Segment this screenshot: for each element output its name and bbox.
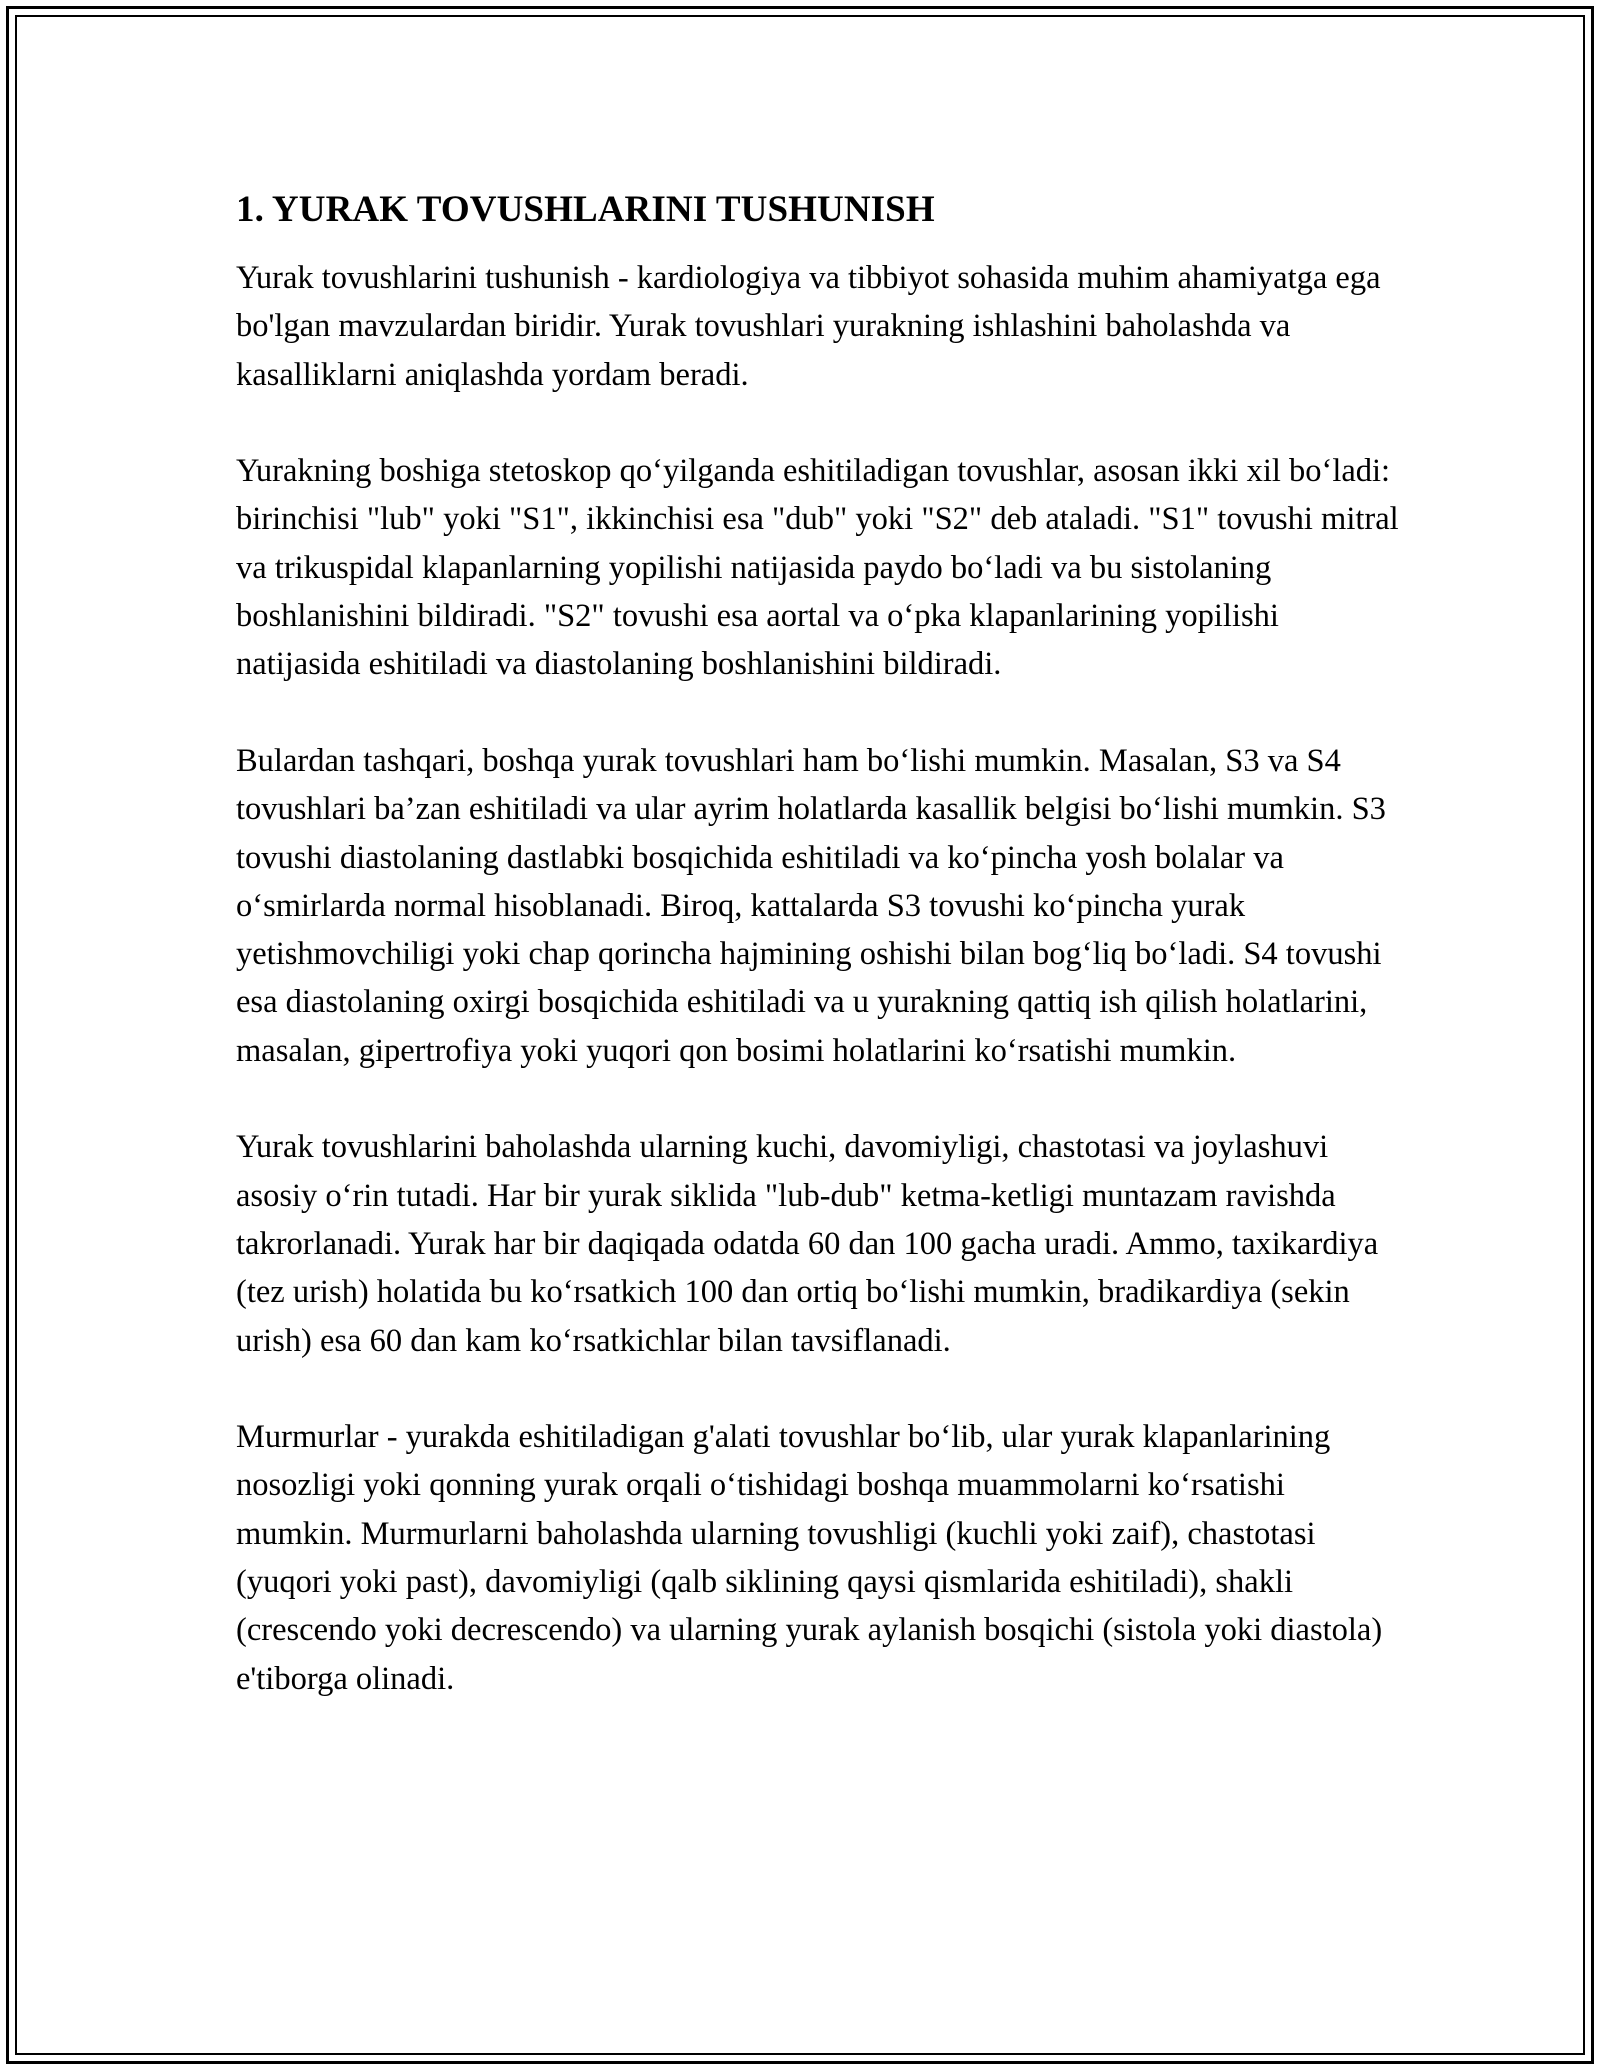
paragraph-assessment: Yurak tovushlarini baholashda ularning kuchi, davomiyligi, chastotasi va joylashuvi asosiy o‘rin tutadi. Har bir yurak siklida "lub-dub" ketma-ketligi muntazam ravishda takrorlanadi. Yurak har bir daqiqada odatda 60 dan 100 gacha uradi. Ammo, taxikardiya (tez urish) holatida bu ko‘rsatkich 100 dan ortiq bo‘lishi mumkin, bradikardiya (sekin urish) esa 60 dan kam ko‘rsatkichlar bilan tavsiflanadi. xyxy=(236,1129,1379,1359)
paragraph-intro: Yurak tovushlarini tushunish - kardiologiya va tibbiyot sohasida muhim ahamiyatga ega bo'lgan mavzulardan biridir. Yurak tovushlari yurakning ishlashini baholashda va kasalliklarni aniqlashda yordam beradi. xyxy=(236,260,1381,393)
document-body xyxy=(236,186,1406,1703)
paragraph-s3-s4: Bulardan tashqari, boshqa yurak tovushlari ham bo‘lishi mumkin. Masalan, S3 va S4 tovushlari ba’zan eshitiladi va ular ayrim holatlarda kasallik belgisi bo‘lishi mumkin. S3 tovushi diastolaning dastlabki bosqichida eshitiladi va ko‘pincha yosh bolalar va o‘smirlarda normal hisoblanadi. Biroq, kattalarda S3 tovushi ko‘pincha yurak yetishmovchiligi yoki chap qorincha hajmining oshishi bilan bog‘liq bo‘ladi. S4 tovushi esa diastolaning oxirgi bosqichida eshitiladi va u yurakning qattiq ish qilish holatlarini, masalan, gipertrofiya yoki yuqori qon bosimi holatlarini ko‘rsatishi mumkin. xyxy=(236,742,1386,1069)
section-heading: 1. YURAK TOVUSHLARINI TUSHUNISH xyxy=(236,189,935,230)
paragraph-murmurs: Murmurlar - yurakda eshitiladigan g'alati tovushlar bo‘lib, ular yurak klapanlarining nosozligi yoki qonning yurak orqali o‘tishidagi boshqa muammolarni ko‘rsatishi mumkin. Murmurlarni baholashda ularning tovushligi (kuchli yoki zaif), chastotasi (yuqori yoki past), davomiyligi (qalb siklining qaysi qismlarida eshitiladi), shakli (crescendo yoki decrescendo) va ularning yurak aylanish bosqichi (sistola yoki diastola) e'tiborga olinadi. xyxy=(236,1419,1383,1697)
paragraph-s1-s2: Yurakning boshiga stetoskop qo‘yilganda eshitiladigan tovushlar, asosan ikki xil bo‘ladi: birinchisi "lub" yoki "S1", ikkinchisi esa "dub" yoki "S2" deb ataladi. "S1" tovushi mitral va trikuspidal klapanlarning yopilishi natijasida paydo bo‘ladi va bu sistolaning boshlanishini bildiradi. "S2" tovushi esa aortal va o‘pka klapanlarining yopilishi natijasida eshitiladi va diastolaning boshlanishini bildiradi. xyxy=(236,453,1399,683)
